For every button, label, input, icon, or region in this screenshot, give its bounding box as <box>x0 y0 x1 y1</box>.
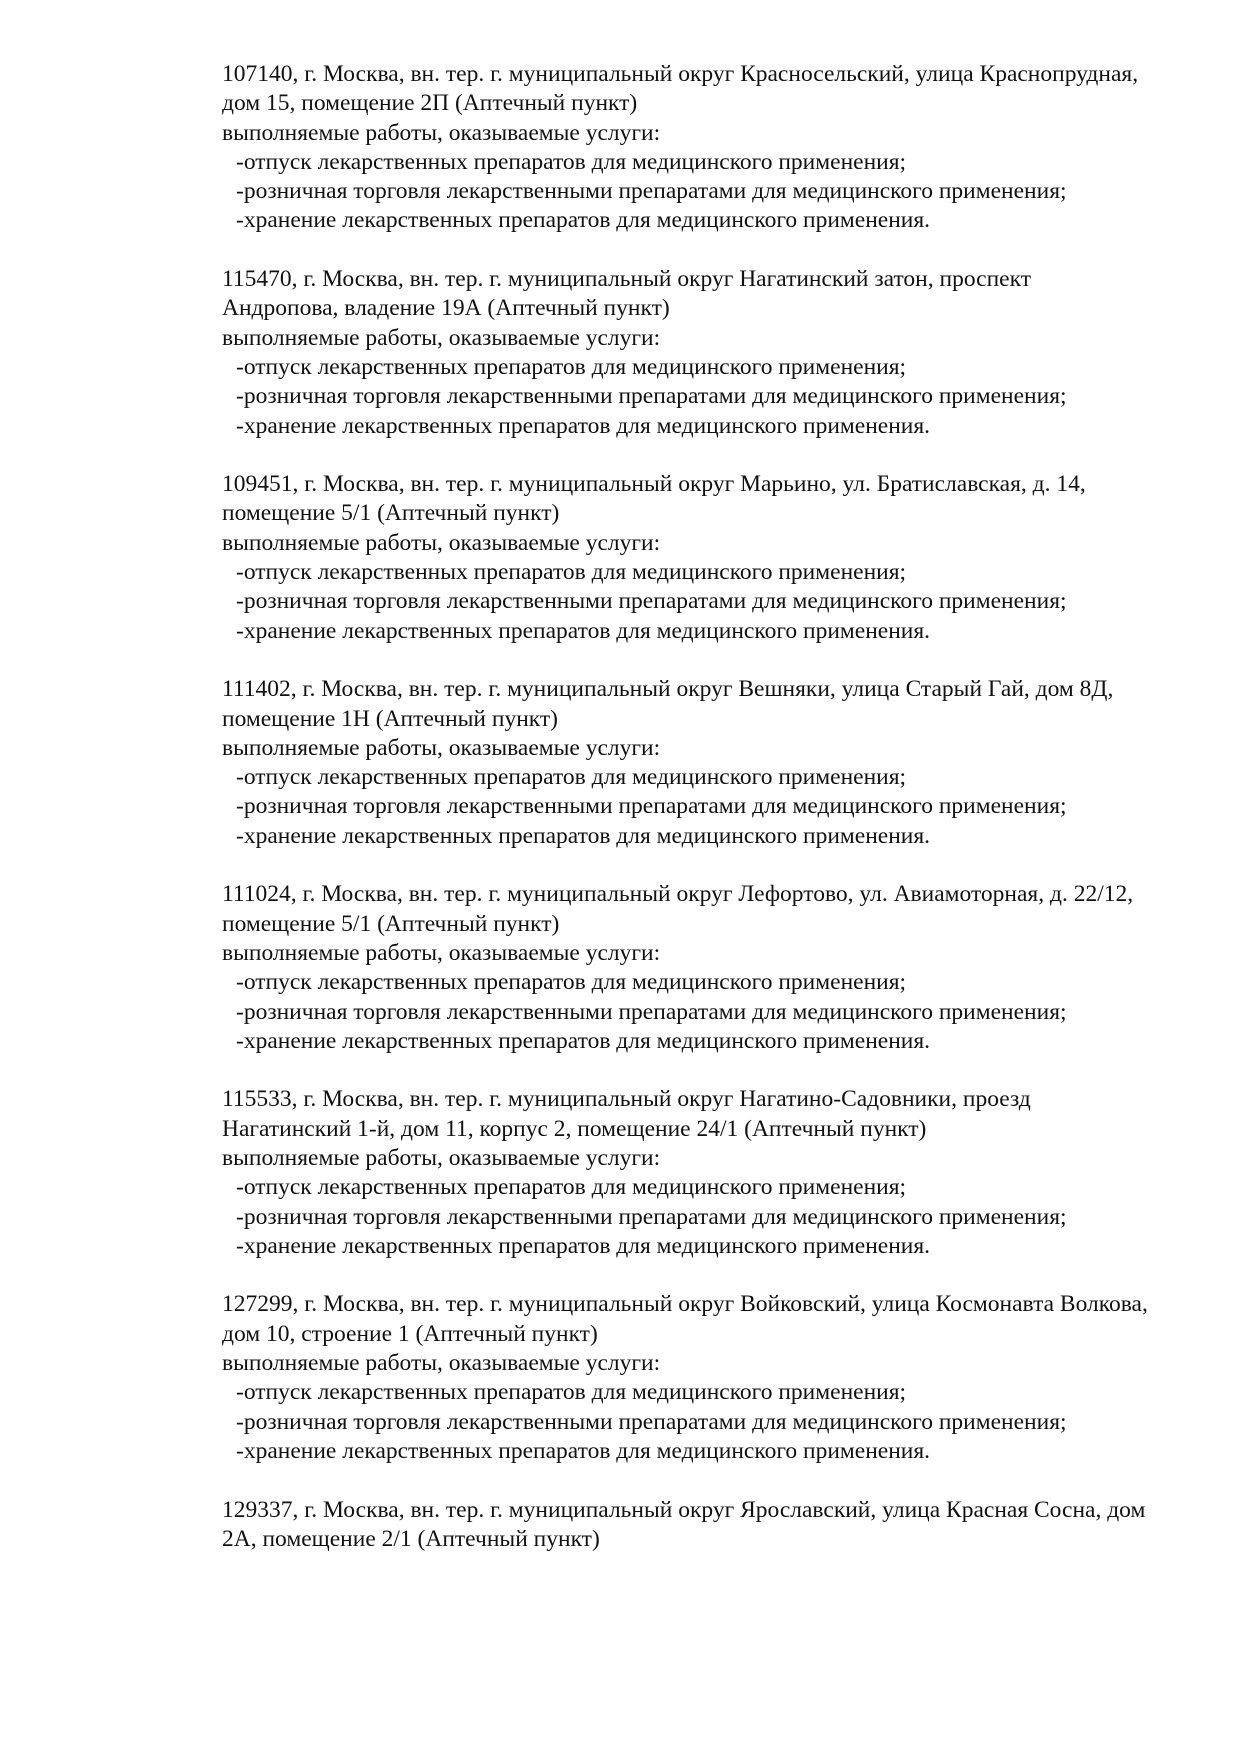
service-item: -розничная торговля лекарственными препаратами для медицинского применения; <box>236 998 1067 1025</box>
entry-address: 107140, г. Москва, вн. тер. г. муниципальный округ Красносельский, улица Краснопрудная, дом 15, помещение 2П (Аптечный пункт) <box>222 61 1139 117</box>
service-list <box>222 968 1182 1056</box>
service-list <box>222 763 1182 851</box>
services-label: выполняемые работы, оказываемые услуги: <box>222 1144 661 1171</box>
service-item: -розничная торговля лекарственными препаратами для медицинского применения; <box>236 793 1067 820</box>
service-item: -хранение лекарственных препаратов для медицинского применения. <box>236 412 931 439</box>
pharmacy-entry <box>222 1290 1182 1466</box>
entry-address: 115533, г. Москва, вн. тер. г. муниципальный округ Нагатино-Садовники, проезд Нагатинский 1-й, дом 11, корпус 2, помещение 24/1 (Аптечный пункт) <box>222 1086 1031 1142</box>
service-item: -отпуск лекарственных препаратов для медицинского применения; <box>236 969 907 996</box>
service-item: -розничная торговля лекарственными препаратами для медицинского применения; <box>236 178 1067 205</box>
service-list <box>222 1173 1182 1261</box>
pharmacy-entry <box>222 880 1182 1056</box>
services-label: выполняемые работы, оказываемые услуги: <box>222 529 661 556</box>
service-item: -отпуск лекарственных препаратов для медицинского применения; <box>236 353 907 380</box>
service-item: -хранение лекарственных препаратов для медицинского применения. <box>236 1232 931 1259</box>
entry-address: 109451, г. Москва, вн. тер. г. муниципальный округ Марьино, ул. Братиславская, д. 14, помещение 5/1 (Аптечный пункт) <box>222 471 1086 527</box>
service-item: -розничная торговля лекарственными препаратами для медицинского применения; <box>236 383 1067 410</box>
service-item: -отпуск лекарственных препаратов для медицинского применения; <box>236 148 907 175</box>
services-label: выполняемые работы, оказываемые услуги: <box>222 1350 661 1377</box>
service-item: -отпуск лекарственных препаратов для медицинского применения; <box>236 559 907 586</box>
service-list <box>222 353 1182 441</box>
pharmacy-entry <box>222 675 1182 851</box>
service-item: -отпуск лекарственных препаратов для медицинского применения; <box>236 1174 907 1201</box>
services-label: выполняемые работы, оказываемые услуги: <box>222 939 661 966</box>
service-list <box>222 558 1182 646</box>
service-item: -отпуск лекарственных препаратов для медицинского применения; <box>236 764 907 791</box>
entry-address: 127299, г. Москва, вн. тер. г. муниципальный округ Войковский, улица Космонавта Волкова, дом 10, строение 1 (Аптечный пункт) <box>222 1291 1148 1347</box>
service-item: -розничная торговля лекарственными препаратами для медицинского применения; <box>236 588 1067 615</box>
service-list <box>222 1378 1182 1466</box>
service-list <box>222 148 1182 236</box>
entry-address: 115470, г. Москва, вн. тер. г. муниципальный округ Нагатинский затон, проспект Андропова, владение 19А (Аптечный пункт) <box>222 266 1031 322</box>
services-label: выполняемые работы, оказываемые услуги: <box>222 734 661 761</box>
pharmacy-entry <box>222 265 1182 441</box>
pharmacy-entry <box>222 1085 1182 1261</box>
services-label: выполняемые работы, оказываемые услуги: <box>222 119 661 146</box>
entry-address: 111402, г. Москва, вн. тер. г. муниципальный округ Вешняки, улица Старый Гай, дом 8Д, помещение 1Н (Аптечный пункт) <box>222 676 1114 732</box>
service-item: -хранение лекарственных препаратов для медицинского применения. <box>236 1027 931 1054</box>
entry-address: 111024, г. Москва, вн. тер. г. муниципальный округ Лефортово, ул. Авиамоторная, д. 22/12, помещение 5/1 (Аптечный пункт) <box>222 881 1134 937</box>
entry-address: 129337, г. Москва, вн. тер. г. муниципальный округ Ярославский, улица Красная Сосна, дом 2А, помещение 2/1 (Аптечный пункт) <box>222 1496 1146 1552</box>
services-label: выполняемые работы, оказываемые услуги: <box>222 324 661 351</box>
service-item: -хранение лекарственных препаратов для медицинского применения. <box>236 1437 931 1464</box>
pharmacy-entry <box>222 60 1182 236</box>
document-page <box>222 60 1182 1583</box>
pharmacy-entry <box>222 1496 1182 1555</box>
service-item: -отпуск лекарственных препаратов для медицинского применения; <box>236 1379 907 1406</box>
service-item: -розничная торговля лекарственными препаратами для медицинского применения; <box>236 1408 1067 1435</box>
service-item: -розничная торговля лекарственными препаратами для медицинского применения; <box>236 1203 1067 1230</box>
service-item: -хранение лекарственных препаратов для медицинского применения. <box>236 617 931 644</box>
service-item: -хранение лекарственных препаратов для медицинского применения. <box>236 822 931 849</box>
pharmacy-entry <box>222 470 1182 646</box>
service-item: -хранение лекарственных препаратов для медицинского применения. <box>236 207 931 234</box>
